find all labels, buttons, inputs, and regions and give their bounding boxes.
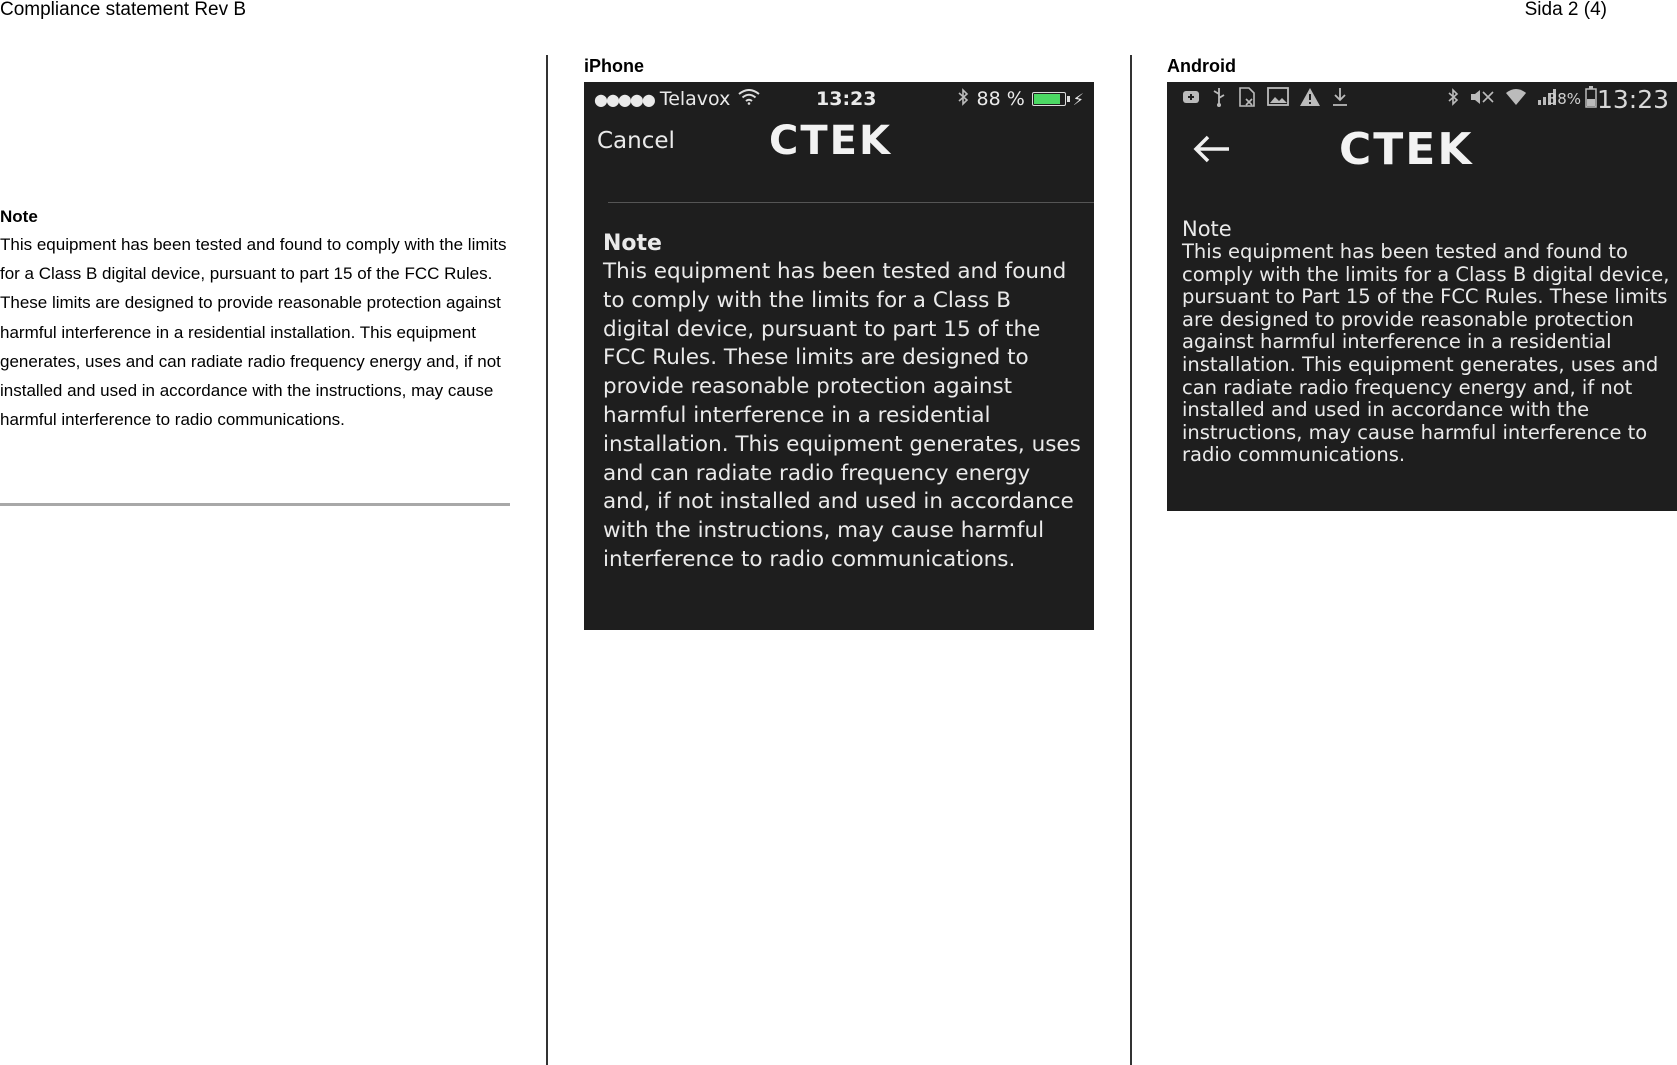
image-icon: [1267, 87, 1289, 111]
wifi-icon: [738, 89, 760, 109]
usb-icon: [1211, 86, 1227, 112]
signal-dots-icon: ●●●●●: [594, 89, 654, 109]
android-screenshot: [1167, 82, 1677, 511]
bluetooth-icon: [957, 88, 969, 111]
ctek-logo: CTEK: [1339, 124, 1474, 175]
status-time: 13:23: [1596, 84, 1669, 114]
notification-icon: [1181, 88, 1201, 110]
iphone-screenshot: [584, 82, 1094, 630]
back-arrow-icon[interactable]: [1193, 132, 1231, 173]
status-time: 13:23: [816, 88, 877, 110]
phone-note-body: This equipment has been tested and found to comply with the limits for a Class B digital device, pursuant to Part 15 of the FCC Rules. These limits are designed to provide reasonable protection against harmful interference in a residential installation. This equipment generates, uses and can radiate radio frequency energy and, if not installed and used in accordance with the instructions, may cause harmful interference to radio communications.: [1182, 240, 1670, 467]
phone-note-title: Note: [1182, 217, 1232, 241]
battery-percent: 38%: [1547, 90, 1581, 108]
document-title: Compliance statement Rev B: [0, 0, 247, 20]
bluetooth-icon: [1447, 88, 1459, 110]
ios-nav-bar: [584, 116, 1094, 176]
battery-percent: 88 %: [976, 88, 1025, 110]
warning-icon: [1299, 87, 1321, 111]
mute-icon: [1469, 88, 1495, 110]
battery-icon: [1032, 92, 1066, 106]
android-status-bar: [1167, 82, 1677, 116]
android-label: Android: [1167, 56, 1236, 76]
note-body: This equipment has been tested and found to comply with the limits for a Class B digital device, pursuant to part 15 of the FCC Rules. These limits are designed to provide reasonable protection against harmful interference in a residential installation. This equipment generates, uses and can radiate radio frequency energy and, if not installed and used in accordance with the instructions, may cause harmful interference to radio communications.: [0, 235, 507, 430]
page-number: Sida 2 (4): [1524, 0, 1607, 20]
iphone-label: iPhone: [584, 56, 645, 76]
column-divider: [1130, 55, 1132, 1065]
wifi-icon: [1505, 88, 1527, 110]
ctek-logo: CTEK: [769, 118, 892, 164]
phone-note: [603, 230, 1081, 575]
phone-note: [1182, 218, 1672, 467]
battery-charging-icon: [1585, 86, 1597, 112]
phone-note-body: This equipment has been tested and found to comply with the limits for a Class B digital device, pursuant to part 15 of the FCC Rules. These limits are designed to provide reasonable protection against harmful interference in a residential installation. This equipment generates, uses and can radiate radio frequency energy and, if not installed and used in accordance with the instructions, may cause harmful interference to radio communications.: [603, 259, 1081, 572]
carrier-name: Telavox: [659, 88, 731, 110]
phone-note-title: Note: [603, 231, 662, 256]
ios-status-bar: [584, 82, 1094, 116]
nav-separator: [608, 202, 1094, 203]
column-divider: [546, 55, 548, 1065]
section-rule: [0, 503, 510, 506]
download-icon: [1331, 87, 1349, 111]
charging-bolt-icon: ⚡: [1072, 89, 1084, 109]
note-text-section: [0, 203, 510, 434]
no-sim-icon: [1237, 86, 1257, 112]
cancel-button[interactable]: Cancel: [597, 128, 675, 154]
note-heading: Note: [0, 207, 38, 226]
